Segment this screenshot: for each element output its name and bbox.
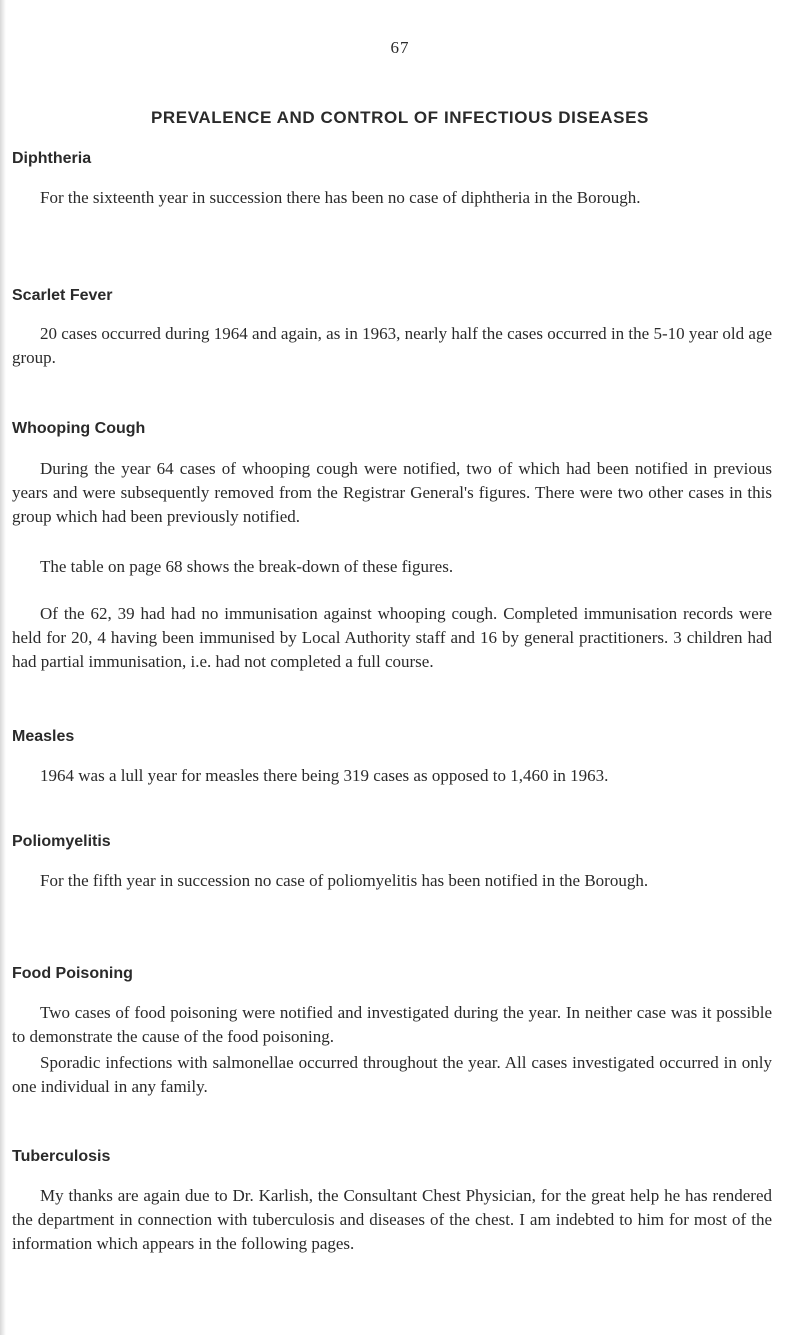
paragraph-poliomyelitis: For the fifth year in succession no case of poliomyelitis has been notified in the Borough. xyxy=(40,871,649,890)
page-number: 67 xyxy=(390,38,410,57)
paragraph-food-poisoning-2: Sporadic infections with salmonellae occurred throughout the year. All cases investigated occurred in only one individual in any family. xyxy=(12,1053,772,1096)
paragraph-diphtheria: For the sixteenth year in succession there has been no case of diphtheria in the Borough. xyxy=(40,188,641,207)
heading-poliomyelitis: Poliomyelitis xyxy=(12,833,111,850)
heading-measles: Measles xyxy=(12,728,75,745)
heading-diphtheria: Diphtheria xyxy=(12,150,92,167)
heading-scarlet-fever: Scarlet Fever xyxy=(12,287,113,304)
heading-whooping-cough: Whooping Cough xyxy=(12,420,146,437)
paragraph-tuberculosis: My thanks are again due to Dr. Karlish, the Consultant Chest Physician, for the great help he has rendered the department in connection with tuberculosis and diseases of the chest. I am indebted to him for most of the information which appears in the following pages. xyxy=(12,1186,772,1253)
paragraph-scarlet-fever: 20 cases occurred during 1964 and again, as in 1963, nearly half the cases occurred in the 5-10 year old age group. xyxy=(12,324,772,367)
page-title: PREVALENCE AND CONTROL OF INFECTIOUS DISEASES xyxy=(150,108,649,127)
heading-tuberculosis: Tuberculosis xyxy=(12,1148,111,1165)
page-edge-shadow xyxy=(0,0,6,1335)
paragraph-food-poisoning-1: Two cases of food poisoning were notified and investigated during the year. In neither case was it possible to demonstrate the cause of the food poisoning. xyxy=(12,1003,772,1046)
paragraph-measles: 1964 was a lull year for measles there being 319 cases as opposed to 1,460 in 1963. xyxy=(40,766,609,785)
paragraph-whooping-cough-3: Of the 62, 39 had had no immunisation against whooping cough. Completed immunisation records were held for 20, 4 having been immunised by Local Authority staff and 16 by general practitioners. 3 children had had partial immunisation, i.e. had not completed a full course. xyxy=(12,604,772,671)
paragraph-whooping-cough-1: During the year 64 cases of whooping cough were notified, two of which had been notified in previous years and were subsequently removed from the Registrar General's figures. There were two other cases in this group which had been previously notified. xyxy=(12,459,772,526)
heading-food-poisoning: Food Poisoning xyxy=(12,965,133,982)
paragraph-whooping-cough-2: The table on page 68 shows the break-down of these figures. xyxy=(40,557,454,576)
